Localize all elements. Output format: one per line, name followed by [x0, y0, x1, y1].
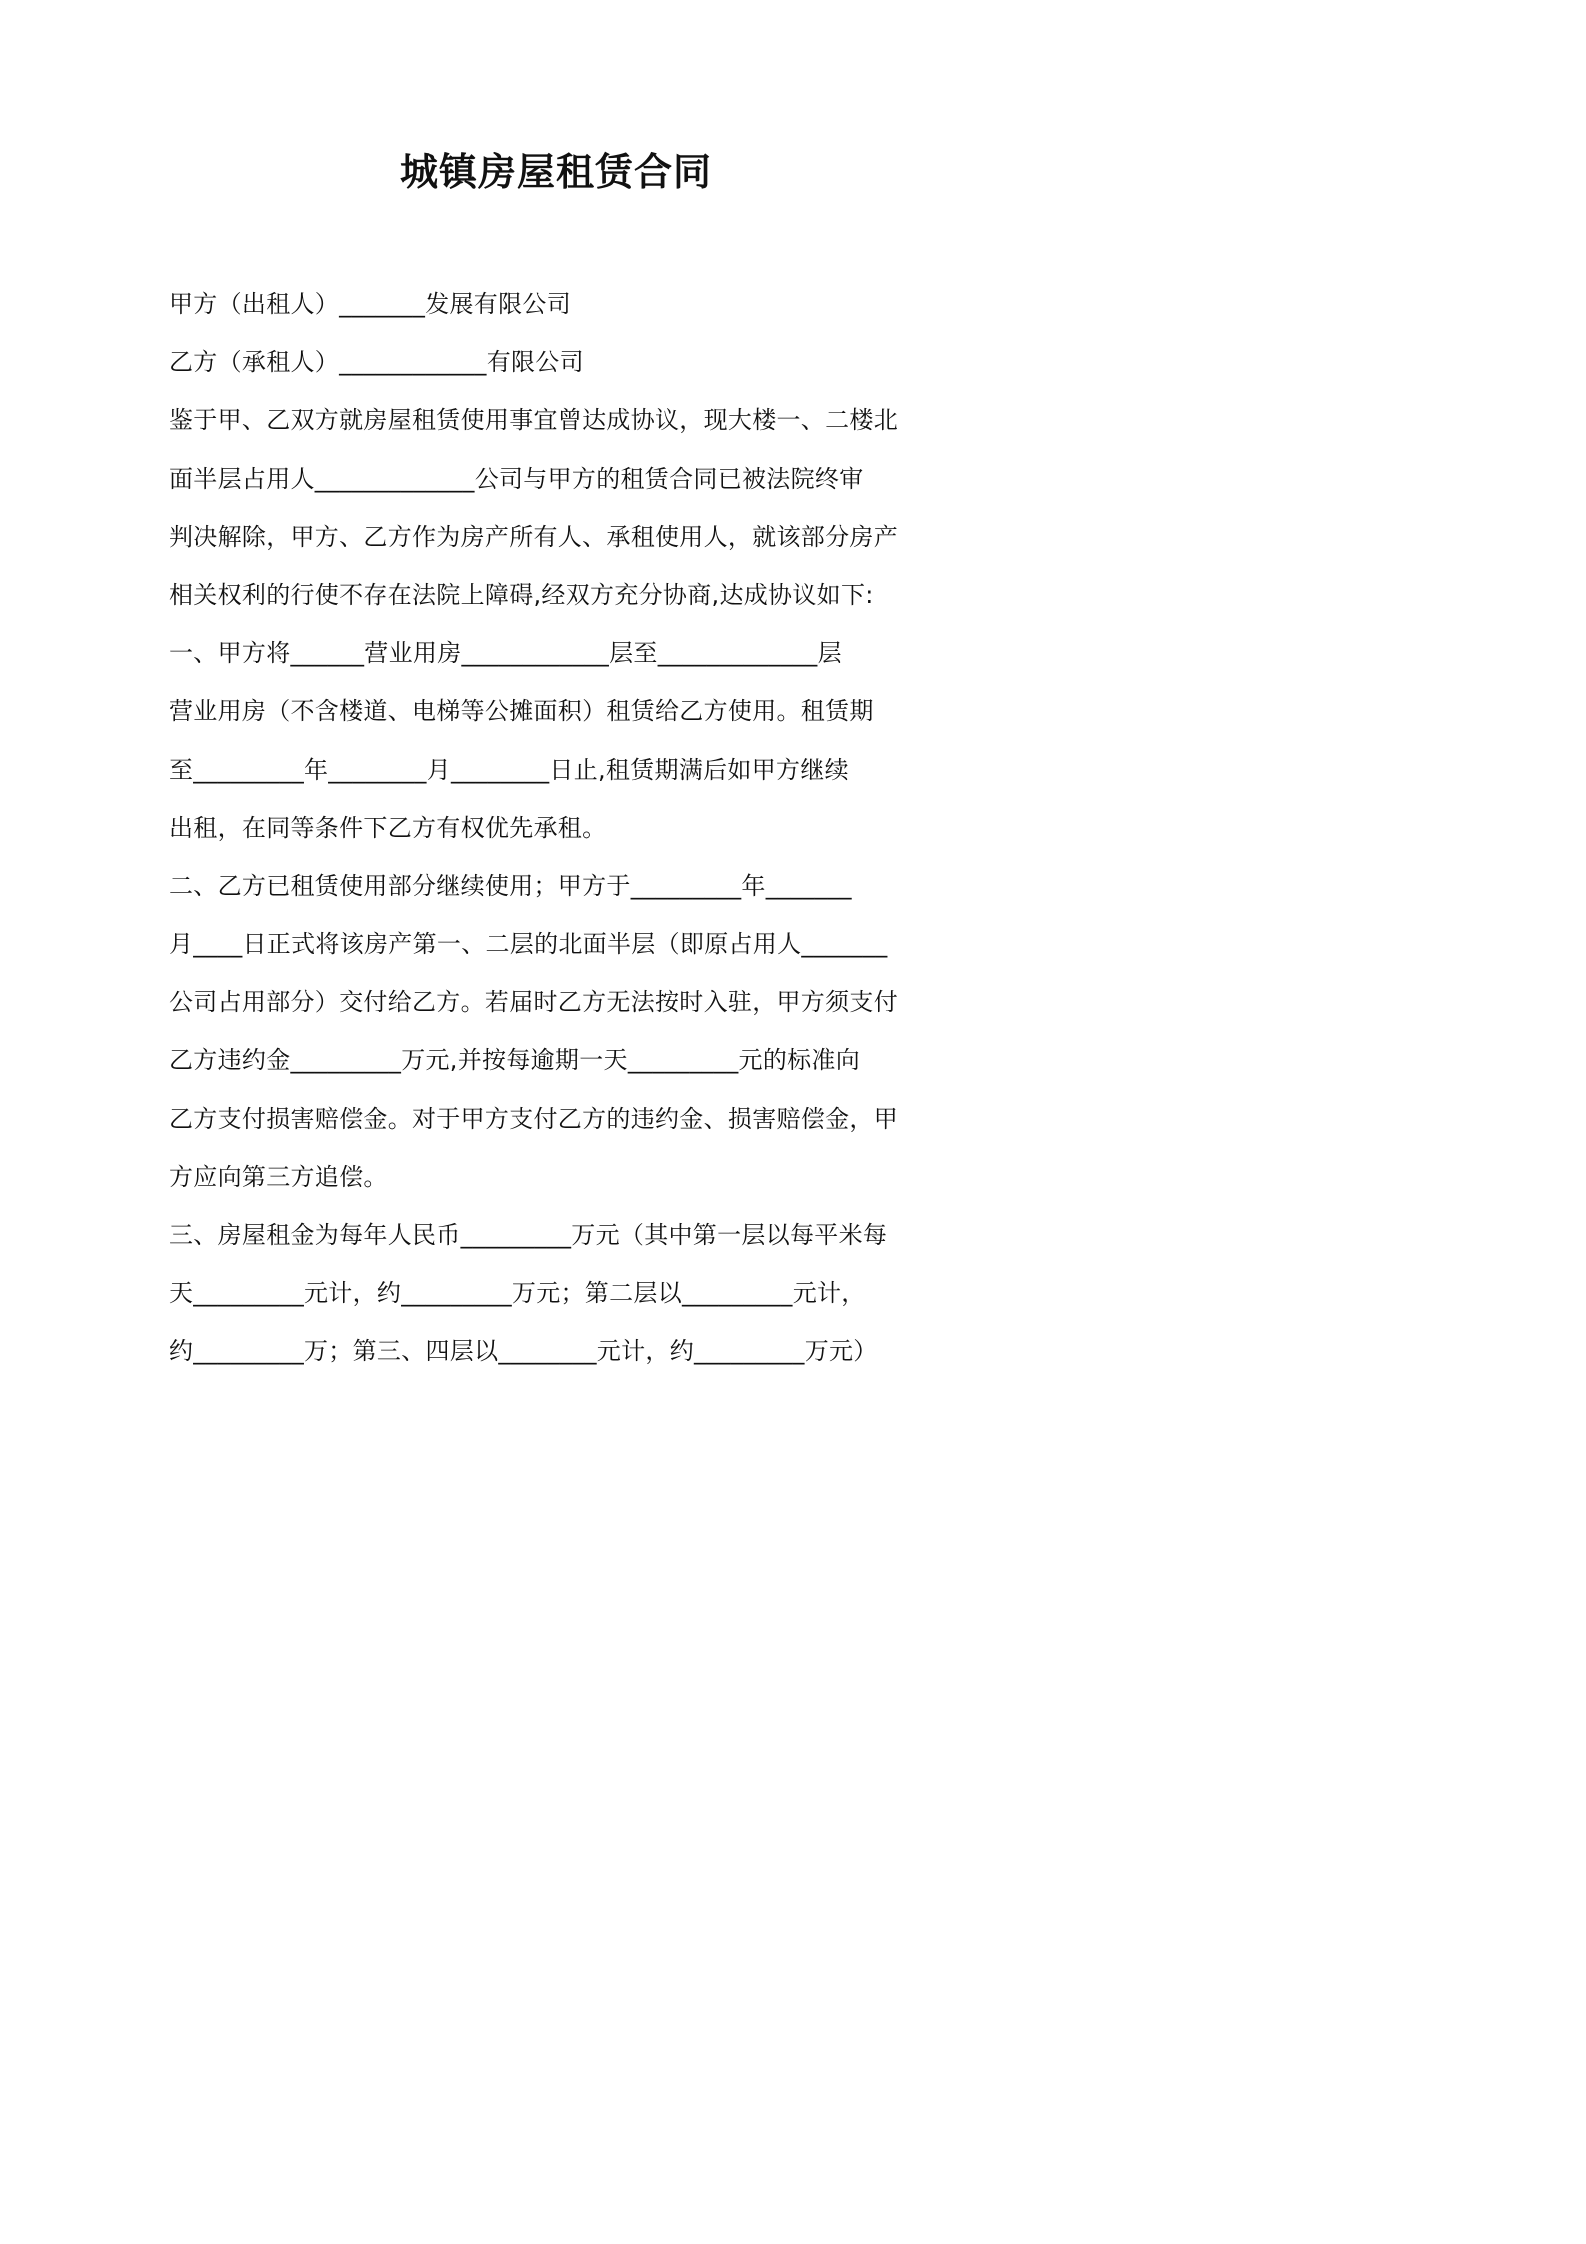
preamble-line: 相关权利的行使不存在法院上障碍,经双方充分协商,达成协议如下:	[169, 580, 874, 609]
clause-3-line: 天_________元计，约_________万元；第二层以_________元计，	[169, 1279, 866, 1308]
clause-1-line: 一、甲方将______营业用房____________层至_____________层	[169, 639, 842, 668]
clause-1-line: 出租，在同等条件下乙方有权优先承租。	[169, 813, 607, 842]
document-page	[0, 0, 1100, 1558]
clause-3-line: 三、房屋租金为每年人民币_________万元（其中第一层以每平米每	[169, 1221, 888, 1249]
preamble-line: 鉴于甲、乙双方就房屋租赁使用事宜曾达成协议，现大楼一、二楼北	[169, 406, 898, 435]
document-body	[169, 275, 944, 1381]
clause-2-line: 乙方违约金_________万元,并按每逾期一天_________元的标准向	[169, 1046, 861, 1075]
clause-1-line: 至_________年________月________日止,租赁期满后如甲方继续	[169, 755, 849, 784]
clause-1-line: 营业用房（不含楼道、电梯等公摊面积）租赁给乙方使用。租赁期	[169, 697, 874, 726]
party-a-line: 甲方（出租人）_______发展有限公司	[169, 290, 571, 318]
clause-2-line: 方应向第三方追偿。	[169, 1162, 388, 1191]
preamble-line: 面半层占用人_____________公司与甲方的租赁合同已被法院终审	[169, 464, 864, 493]
clause-3-line: 约_________万；第三、四层以________元计，约_________万元）	[169, 1337, 878, 1366]
preamble-line: 判决解除，甲方、乙方作为房产所有人、承租使用人，就该部分房产	[169, 522, 898, 551]
clause-2-line: 公司占用部分）交付给乙方。若届时乙方无法按时入驻，甲方须支付	[169, 988, 898, 1017]
clause-2-line: 二、乙方已租赁使用部分继续使用；甲方于_________年_______	[169, 871, 852, 900]
document-title: 城镇房屋租赁合同	[399, 150, 712, 194]
party-b-line: 乙方（承租人）____________有限公司	[169, 348, 584, 377]
clause-2-line: 月____日正式将该房产第一、二层的北面半层（即原占用人_______	[169, 930, 888, 959]
clause-2-line: 乙方支付损害赔偿金。对于甲方支付乙方的违约金、损害赔偿金，甲	[169, 1104, 898, 1133]
